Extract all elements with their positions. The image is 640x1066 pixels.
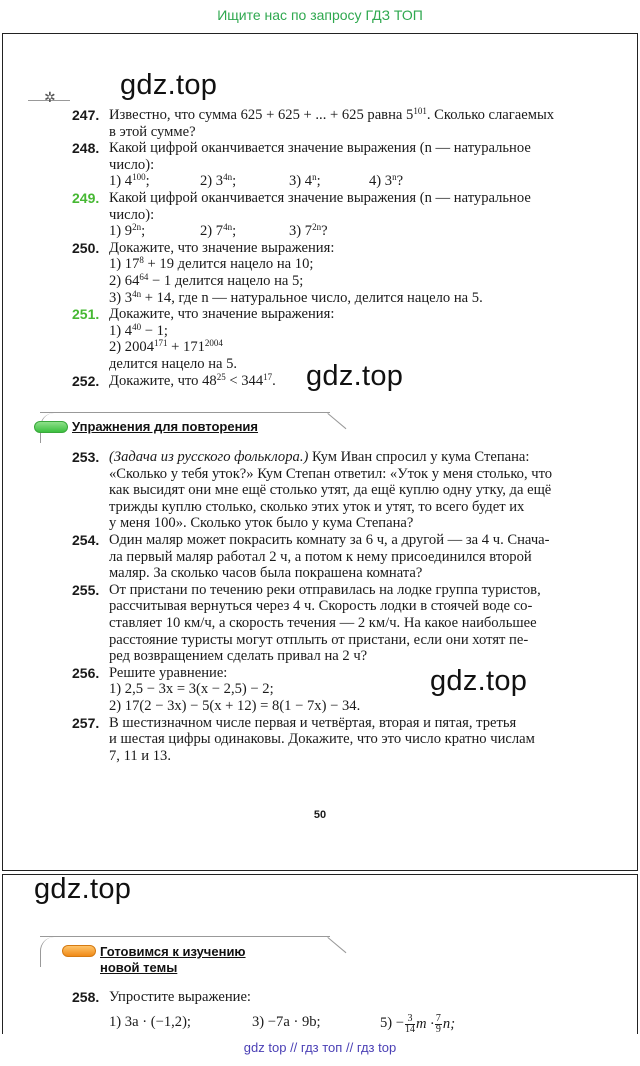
tasks-top (72, 107, 586, 389)
footer-link[interactable]: гдз топ (300, 1040, 343, 1055)
watermark: gdz.top (430, 665, 528, 697)
tasks-mid (72, 449, 586, 764)
task-253: 253. (Задача из русского фольклора.) Кум Иван спросил у кума Степана: «Сколько у тебя уток?» Кум Степан ответил: «Уток у меня столько, что как высидят они мне ещё столько утят, да ещё куплю одну утку, да ещё трижды куплю столько, сколько этих уток и утят, то всего будет их у меня 100». Сколько уток было у кума Степана? (72, 449, 553, 532)
task-number: 252. (72, 372, 100, 389)
star-icon: ✲ (44, 90, 56, 106)
bottom-links: gdz top // гдз топ // гдз top (243, 1040, 397, 1055)
task-number: 258. (72, 989, 100, 1005)
section-title-new-topic: Готовимся к изучению новой темы (100, 944, 246, 975)
footer-link[interactable]: гдз top (356, 1040, 397, 1055)
task-number: 251. (72, 306, 100, 323)
task-250: 250. Докажите, что значение выражения: 1) $17^8 + 19$ делится нацело на 10; 2) $64^{64} - 1$ делится нацело на 5; 3) $3^{4n} + 14$, где n — натуральное число, делится нацело на 5. (72, 239, 483, 306)
top-banner-link[interactable]: Ищите нас по запросу ГДЗ ТОП (217, 7, 423, 23)
task-number: 249. (72, 189, 100, 206)
watermark: gdz.top (306, 360, 404, 392)
task-255: 255. От пристани по течению реки отправилась на лодке группа туристов, рассчитывая вернуться через 4 ч. Скорость лодки в стоячей воде со- ставляет 10 км/ч, а скорость течения — 2 км/ч. На какое наибольшее расстояние туристы могут отплыть от пристани, если они хотят пе- ред возвращением сделать привал на 2 ч? (72, 581, 541, 665)
task-257: 257. В шестизначном числе первая и четвёртая, вторая и пятая, третья и шестая цифры одинаковы. Докажите, что это число кратно числам 7, 11 и 13. (72, 714, 535, 764)
task-number: 256. (72, 664, 100, 681)
task-number: 250. (72, 239, 100, 256)
task-number: 255. (72, 581, 100, 598)
section-pill-icon (34, 421, 68, 433)
watermark: gdz.top (34, 873, 132, 905)
section-title-repetition: Упражнения для повторения (72, 419, 259, 434)
page-number: 50 (313, 809, 327, 821)
task-254: 254. Один маляр может покрасить комнату за 6 ч, а другой — за 4 ч. Снача- ла первый маляр работал 2 ч, а потом к нему присоединился второй маляр. За сколько часов была покрашена комната? (72, 531, 550, 582)
task-251: 251. Докажите, что значение выражения: 1) $4^{40} - 1$; 2) $2004^{171} + 171^{2004}$ делится нацело на 5. (72, 306, 335, 372)
watermark: gdz.top (120, 69, 218, 101)
task-number: 253. (72, 449, 100, 465)
task-number: 248. (72, 140, 100, 157)
task-258: 258. Упростите выражение: 1) 3a · (−1,2); 3) −7a · 9b; 5) − $\frac{3}{14}$ m · $\frac{7}{9}$ n; (72, 989, 456, 1035)
task-256: 256. Решите уравнение: 1) 2,5 − 3x = 3(x − 2,5) − 2; 2) 17(2 − 3x) − 5(x + 12) = 8(1 − 7x) − 34. (72, 664, 361, 714)
task-247: 247. Известно, что сумма 625 + 625 + ... + 625 равна $5^{101}$. Сколько слагаемых в этой сумме? (72, 106, 555, 140)
task-248: 248. Какой цифрой оканчивается значение выражения (n — натуральное число): 1) $4^{100}$; 2) $3^{4n}$; 3) 4$^n$; 4) 3$^n$? (72, 140, 531, 190)
task-number: 247. (72, 107, 100, 123)
task-249: 249. Какой цифрой оканчивается значение выражения (n — натуральное число): 1) $9^{2n}$; 2) $7^{4n}$; 3) $7^{2n}$? (72, 189, 531, 240)
section-pill-icon (62, 945, 96, 957)
footer-link[interactable]: gdz top (243, 1040, 287, 1055)
task-number: 257. (72, 714, 100, 731)
task-252: 252. Докажите, что $48^{25} < 344^{17}$. (72, 371, 276, 389)
tasks-bottom (72, 989, 586, 1035)
task-number: 254. (72, 531, 100, 548)
